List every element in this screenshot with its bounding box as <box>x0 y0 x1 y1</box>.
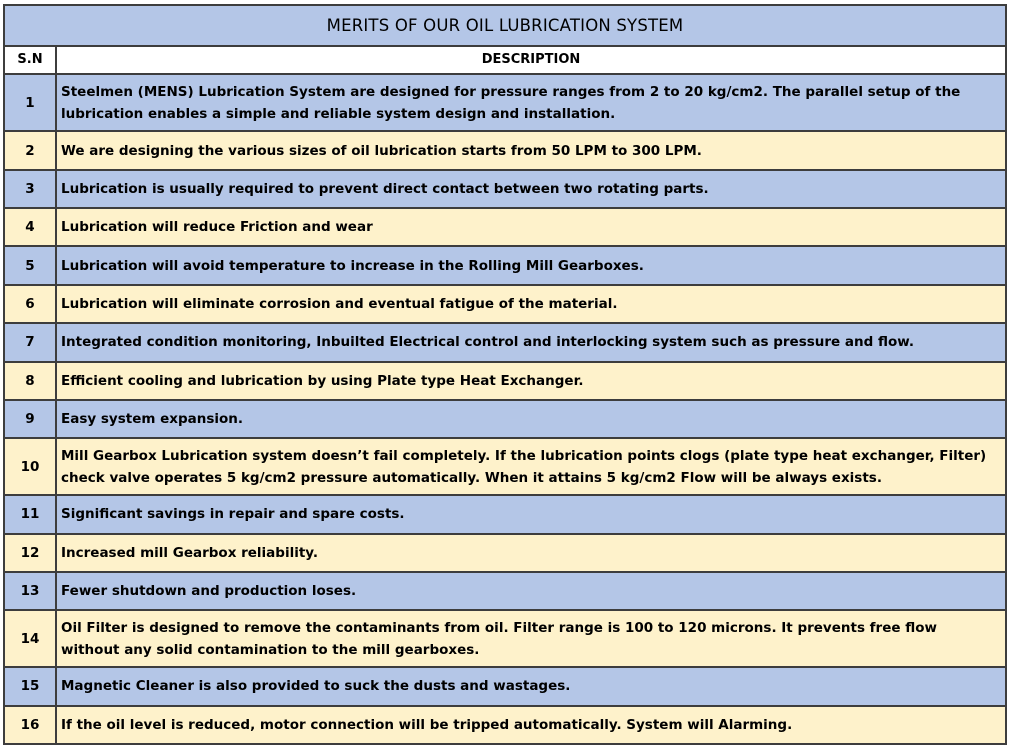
table-title: MERITS OF OUR OIL LUBRICATION SYSTEM <box>4 5 1006 46</box>
row-description: Lubrication will reduce Friction and wear <box>56 208 1006 246</box>
row-description: Increased mill Gearbox reliability. <box>56 534 1006 572</box>
row-description: Steelmen (MENS) Lubrication System are designed for pressure ranges from 2 to 20 kg/cm2. The parallel setup of the lubrication enables a simple and reliable system design and installation. <box>56 74 1006 131</box>
table-row <box>4 534 1006 572</box>
row-number: 1 <box>4 74 56 131</box>
table-row <box>4 285 1006 323</box>
row-number: 13 <box>4 572 56 610</box>
row-description: We are designing the various sizes of oil lubrication starts from 50 LPM to 300 LPM. <box>56 131 1006 169</box>
row-number: 16 <box>4 706 56 744</box>
row-description: Magnetic Cleaner is also provided to suck the dusts and wastages. <box>56 667 1006 705</box>
row-description: Efficient cooling and lubrication by using Plate type Heat Exchanger. <box>56 362 1006 400</box>
table-row <box>4 495 1006 533</box>
table-row <box>4 706 1006 744</box>
row-description: Easy system expansion. <box>56 400 1006 438</box>
row-description: Integrated condition monitoring, Inbuilted Electrical control and interlocking system such as pressure and flow. <box>56 323 1006 361</box>
row-description: Lubrication will avoid temperature to increase in the Rolling Mill Gearboxes. <box>56 246 1006 284</box>
row-number: 3 <box>4 170 56 208</box>
row-description: Significant savings in repair and spare costs. <box>56 495 1006 533</box>
row-number: 11 <box>4 495 56 533</box>
row-description: Lubrication will eliminate corrosion and eventual fatigue of the material. <box>56 285 1006 323</box>
row-number: 9 <box>4 400 56 438</box>
description-column-header: DESCRIPTION <box>56 46 1006 74</box>
row-number: 2 <box>4 131 56 169</box>
table-row <box>4 362 1006 400</box>
table-row <box>4 74 1006 131</box>
table-row <box>4 131 1006 169</box>
sn-column-header: S.N <box>4 46 56 74</box>
table-row <box>4 667 1006 705</box>
header-row <box>4 46 1006 74</box>
table-row <box>4 610 1006 667</box>
table-row <box>4 438 1006 495</box>
table-row <box>4 323 1006 361</box>
table-row <box>4 246 1006 284</box>
row-description: Lubrication is usually required to prevent direct contact between two rotating parts. <box>56 170 1006 208</box>
table-row <box>4 572 1006 610</box>
title-row <box>4 5 1006 46</box>
row-description: Fewer shutdown and production loses. <box>56 572 1006 610</box>
row-description: Oil Filter is designed to remove the contaminants from oil. Filter range is 100 to 120 microns. It prevents free flow without any solid contamination to the mill gearboxes. <box>56 610 1006 667</box>
table-row <box>4 208 1006 246</box>
row-description: Mill Gearbox Lubrication system doesn’t fail completely. If the lubrication points clogs (plate type heat exchanger, Filter) check valve operates 5 kg/cm2 pressure automatically. When it attains 5 kg/cm2 Flow will be always exists. <box>56 438 1006 495</box>
row-number: 4 <box>4 208 56 246</box>
row-number: 6 <box>4 285 56 323</box>
row-number: 12 <box>4 534 56 572</box>
row-number: 10 <box>4 438 56 495</box>
table-row <box>4 170 1006 208</box>
row-number: 5 <box>4 246 56 284</box>
row-number: 8 <box>4 362 56 400</box>
row-description: If the oil level is reduced, motor connection will be tripped automatically. System will Alarming. <box>56 706 1006 744</box>
row-number: 7 <box>4 323 56 361</box>
row-number: 14 <box>4 610 56 667</box>
merits-table <box>3 4 1007 745</box>
table-row <box>4 400 1006 438</box>
row-number: 15 <box>4 667 56 705</box>
